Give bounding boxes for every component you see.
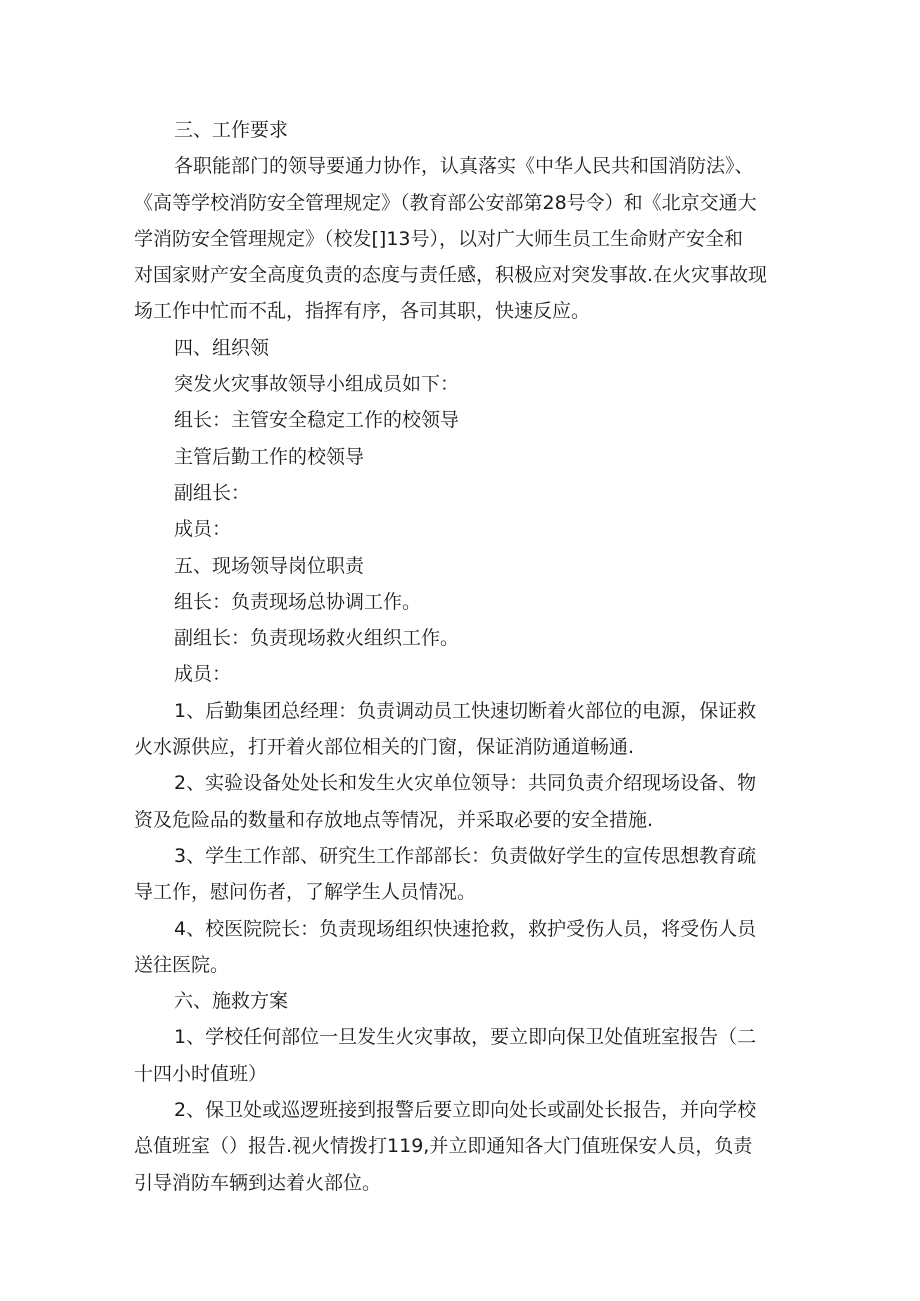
paragraph-line: 副组长： — [174, 481, 251, 504]
list-item-line: 火水源供应，打开着火部位相关的门窗，保证消防通道畅通. — [134, 736, 635, 759]
paragraph-line: 成员： — [174, 663, 232, 686]
paragraph-line: 各职能部门的领导要通力协作，认真落实《中华人民共和国消防法》、 — [174, 155, 754, 178]
list-item-line: 总值班室（）报告.视火情拨打119,并立即通知各大门值班保安人员，负责 — [134, 1135, 753, 1158]
list-item-line: 3、学生工作部、研究生工作部部长：负责做好学生的宣传思想教育疏 — [174, 844, 757, 867]
paragraph-line: 主管后勤工作的校领导 — [174, 445, 365, 468]
list-item-line: 1、学校任何部位一旦发生火灾事故，要立即向保卫处值班室报告（二 — [174, 1026, 757, 1049]
section-heading-work-requirements: 三、工作要求 — [174, 119, 289, 141]
section-heading-organization: 四、组织领 — [174, 336, 270, 359]
paragraph-line: 场工作中忙而不乱，指挥有序，各司其职，快速反应。 — [134, 300, 591, 323]
paragraph-line: 组长：负责现场总协调工作。 — [174, 590, 422, 613]
paragraph-line: 对国家财产安全高度负责的态度与责任感，积极应对突发事故.在火灾事故现 — [134, 264, 768, 287]
paragraph-line: 学消防安全管理规定》（校发[]13号），以对广大师生员工生命财产安全和 — [134, 227, 744, 250]
section-heading-rescue-plan: 六、施救方案 — [174, 990, 289, 1013]
list-item-line: 引导消防车辆到达着火部位。 — [134, 1171, 382, 1194]
list-item-line: 导工作，慰问伤者，了解学生人员情况。 — [134, 881, 477, 904]
paragraph-line: 副组长：负责现场救火组织工作。 — [174, 627, 460, 650]
list-item-line: 十四小时值班） — [134, 1062, 268, 1085]
paragraph-line: 组长：主管安全稳定工作的校领导 — [174, 409, 460, 432]
document-body — [134, 112, 796, 1201]
list-item-line: 1、后勤集团总经理：负责调动员工快速切断着火部位的电源，保证救 — [174, 699, 757, 722]
list-item-line: 2、保卫处或巡逻班接到报警后要立即向处长或副处长报告，并向学校 — [174, 1099, 757, 1122]
paragraph-line: 成员： — [174, 518, 232, 541]
list-item-line: 2、实验设备处处长和发生火灾单位领导：共同负责介绍现场设备、物 — [174, 772, 757, 795]
section-heading-duties: 五、现场领导岗位职责 — [174, 554, 365, 577]
list-item-line: 资及危险品的数量和存放地点等情况，并采取必要的安全措施. — [134, 808, 654, 831]
paragraph-line: 突发火灾事故领导小组成员如下： — [174, 373, 460, 396]
list-item-line: 4、校医院院长：负责现场组织快速抢救，救护受伤人员，将受伤人员 — [174, 917, 757, 940]
paragraph-line: 《高等学校消防安全管理规定》（教育部公安部第28号令）和《北京交通大 — [134, 191, 757, 214]
list-item-line: 送往医院。 — [134, 953, 230, 976]
